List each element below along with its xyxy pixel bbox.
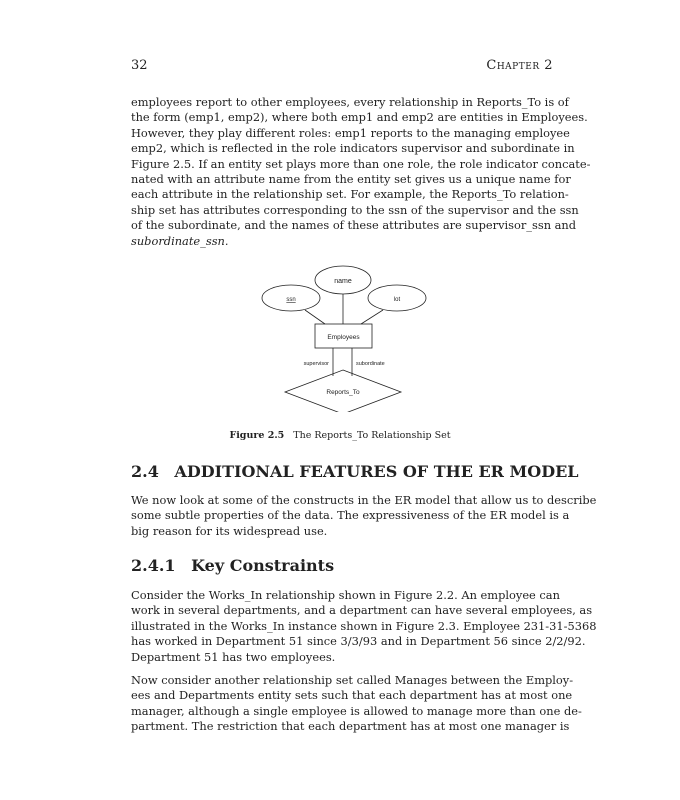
- kc1-line: has worked in Department 51 since 3/3/93 and in Department 56 since 2/2/92.: [131, 634, 586, 649]
- key-constraints-paragraph-1: [131, 588, 597, 665]
- role-supervisor-label: supervisor: [303, 361, 329, 367]
- intro-line: subordinate_ssn.: [131, 233, 229, 248]
- connector-ssn: [305, 310, 325, 324]
- intro-line: ship set has attributes corresponding to the ssn of the supervisor and the ssn: [131, 202, 579, 217]
- intro-line: Figure 2.5. If an entity set plays more than one role, the role indicator concate-: [131, 156, 591, 171]
- kc1-line: Consider the Works_In relationship shown in Figure 2.2. An employee can: [131, 588, 560, 602]
- kc2-line: manager, although a single employee is allowed to manage more than one de-: [131, 703, 582, 718]
- role-subordinate-label: subordinate: [356, 361, 385, 367]
- intro-line: However, they play different roles: emp1 reports to the managing employee: [131, 125, 570, 140]
- intro-line: nated with an attribute name from the entity set gives us a unique name for: [131, 172, 571, 187]
- section-number: 2.4: [131, 462, 159, 481]
- kc2-line: ees and Departments entity sets such that each department has at most one: [131, 688, 573, 703]
- intro-line: emp2, which is reflected in the role indicators supervisor and subordinate in: [131, 141, 575, 156]
- intro-line: the form (emp1, emp2), where both emp1 and emp2 are entities in Employees.: [131, 110, 588, 125]
- subsection-number: 2.4.1: [131, 556, 176, 575]
- attribute-ssn-label: ssn: [286, 297, 296, 303]
- entity-employees-label: Employees: [327, 334, 360, 341]
- section-heading: [131, 462, 579, 481]
- intro-paragraph: [131, 95, 591, 249]
- page-number: 32: [131, 58, 148, 73]
- figure-caption: [0, 430, 680, 441]
- intro-line: of the subordinate, and the names of these attributes are supervisor_ssn and: [131, 218, 577, 233]
- figure-label: Figure 2.5: [229, 430, 285, 441]
- key-constraints-paragraph-2: [131, 673, 582, 735]
- connector-lot: [361, 310, 383, 324]
- subsection-title: Key Constraints: [191, 556, 335, 575]
- attribute-lot-label: lot: [393, 297, 401, 303]
- section-title: ADDITIONAL FEATURES OF THE ER MODEL: [174, 462, 579, 481]
- relationship-reports-to-label: Reports_To: [326, 389, 360, 396]
- section-line: some subtle properties of the data. The expressiveness of the ER model is a: [131, 508, 570, 523]
- kc1-line: work in several departments, and a department can have several employees, as: [131, 603, 593, 618]
- intro-line: employees report to other employees, every relationship in Reports_To is of: [131, 95, 569, 109]
- attribute-name-label: name: [334, 278, 352, 285]
- er-diagram: [255, 262, 435, 412]
- figure-caption-text: The Reports_To Relationship Set: [293, 430, 451, 441]
- intro-line: each attribute in the relationship set. For example, the Reports_To relation-: [131, 187, 569, 202]
- section-intro-paragraph: [131, 493, 597, 539]
- section-line: We now look at some of the constructs in the ER model that allow us to describe: [131, 493, 597, 507]
- kc2-line: partment. The restriction that each department has at most one manager is: [131, 719, 570, 734]
- section-line: big reason for its widespread use.: [131, 523, 328, 538]
- kc2-line: Now consider another relationship set called Manages between the Employ-: [131, 673, 574, 687]
- chapter-label: Chapter 2: [486, 58, 553, 73]
- kc1-line: illustrated in the Works_In instance shown in Figure 2.3. Employee 231-31-5368: [131, 618, 597, 633]
- subsection-heading: [131, 556, 334, 575]
- kc1-line: Department 51 has two employees.: [131, 649, 336, 664]
